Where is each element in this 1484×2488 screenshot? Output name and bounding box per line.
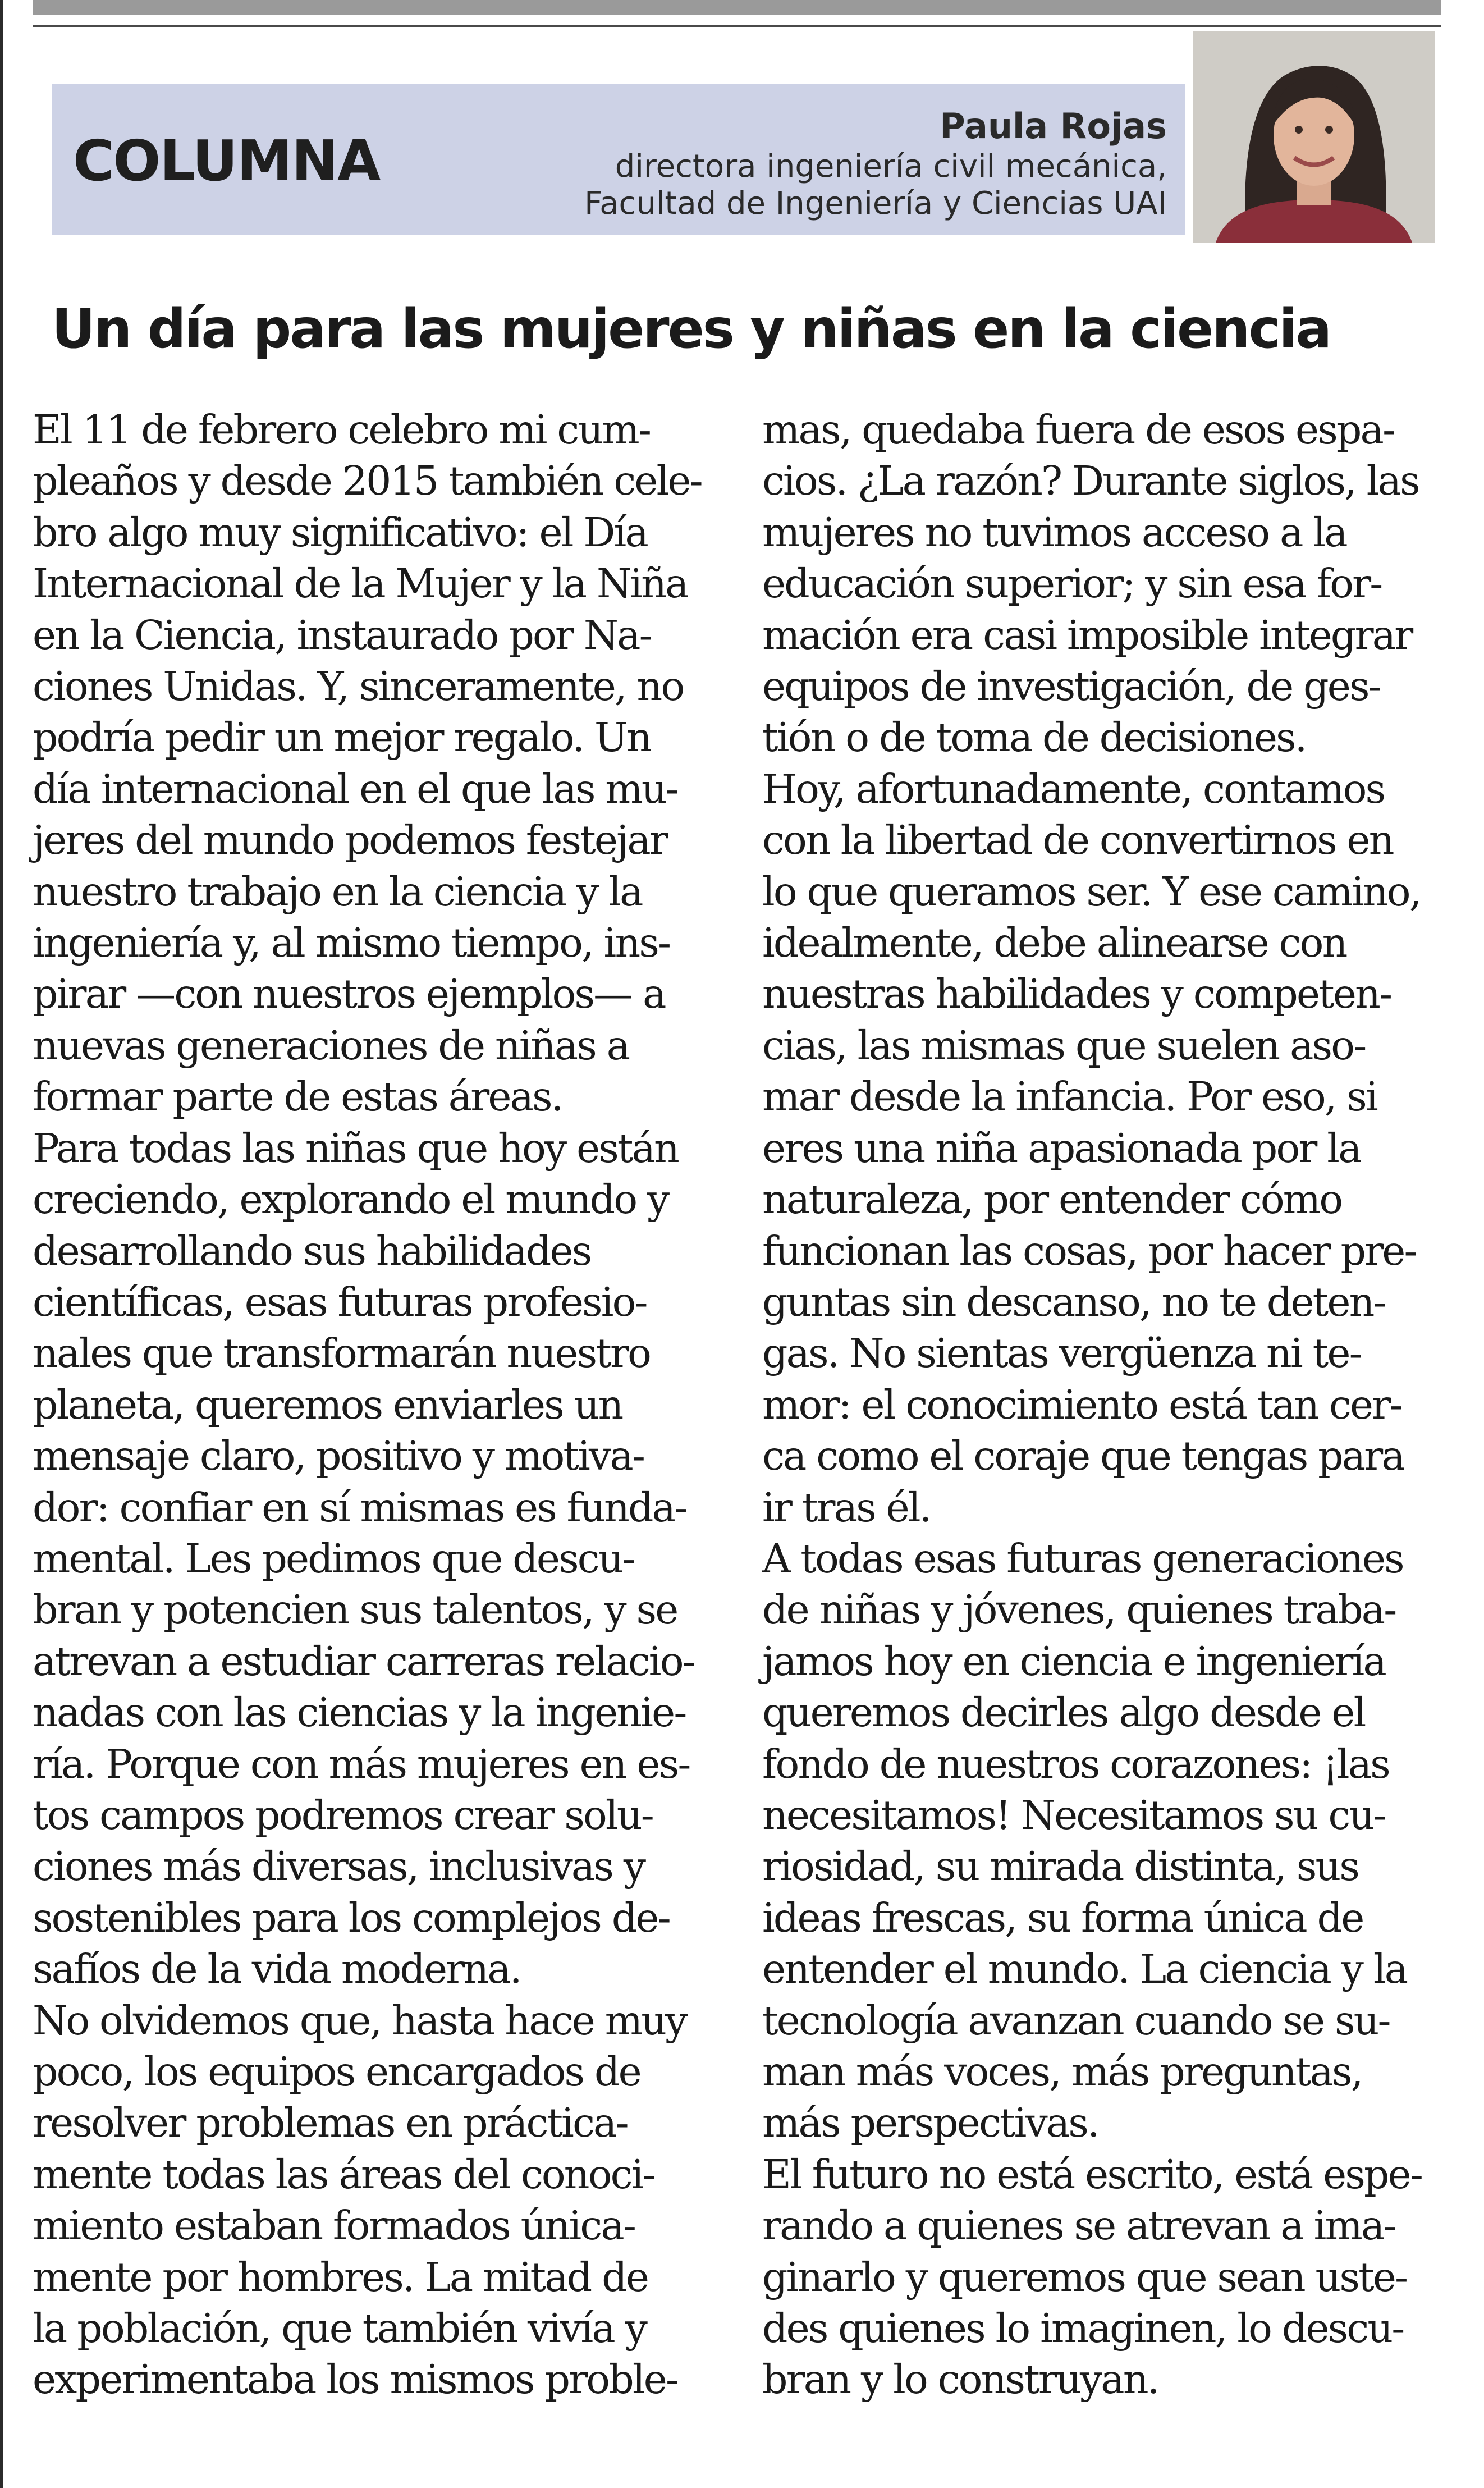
section-label: COLUMNA [73, 128, 380, 194]
text-line: día internacional en el que las mu- [33, 765, 678, 812]
text-line: riosidad, su mirada distinta, sus [762, 1843, 1359, 1890]
text-line: más perspectivas. [762, 2100, 1098, 2147]
text-line: queremos decirles algo desde el [762, 1689, 1365, 1736]
text-line: ingeniería y, al mismo tiempo, ins- [33, 920, 670, 967]
author-photo [1193, 31, 1435, 243]
text-line: nales que transformarán nuestro [33, 1330, 651, 1377]
article-headline: Un día para las mujeres y niñas en la ciencia [52, 298, 1331, 360]
text-line: ciones Unidas. Y, sinceramente, no [33, 663, 684, 710]
article-column-left [33, 404, 726, 2405]
text-line: nadas con las ciencias y la ingenie- [33, 1689, 686, 1736]
page-edge-rule [0, 0, 3, 2488]
text-line: naturaleza, por entender cómo [762, 1176, 1342, 1223]
text-line: educación superior; y sin esa for- [762, 560, 1382, 607]
author-portrait-icon [1193, 31, 1435, 243]
text-line: mación era casi imposible integrar [762, 611, 1412, 658]
text-line: ir tras él. [762, 1484, 931, 1531]
text-line: jeres del mundo podemos festejar [33, 817, 667, 864]
text-line: experimentaba los mismos proble- [33, 2356, 678, 2403]
text-line: ciones más diversas, inclusivas y [33, 1843, 645, 1890]
text-line: No olvidemos que, hasta hace muy [33, 1997, 686, 2044]
text-line: equipos de investigación, de ges- [762, 663, 1380, 710]
author-title: directora ingeniería civil mecánica, [615, 148, 1167, 185]
text-line: tos campos podremos crear solu- [33, 1791, 653, 1838]
text-line: tión o de toma de decisiones. [762, 714, 1306, 761]
text-line: planeta, queremos enviarles un [33, 1381, 622, 1428]
author-affiliation: Facultad de Ingeniería y Ciencias UAI [584, 185, 1167, 222]
text-line: necesitamos! Necesitamos su cu- [762, 1791, 1385, 1838]
text-line: gas. No sientas vergüenza ni te- [762, 1330, 1361, 1377]
text-line: Internacional de la Mujer y la Niña [33, 560, 688, 607]
text-line: rando a quienes se atrevan a ima- [762, 2202, 1395, 2249]
text-line: de niñas y jóvenes, quienes traba- [762, 1586, 1396, 1634]
top-divider-line [33, 25, 1441, 27]
text-line: funcionan las cosas, por hacer pre- [762, 1227, 1416, 1274]
text-line: Hoy, afortunadamente, contamos [762, 765, 1385, 812]
text-line: científicas, esas futuras profesio- [33, 1278, 647, 1325]
text-line: ginarlo y queremos que sean uste- [762, 2253, 1407, 2301]
text-line: mar desde la infancia. Por eso, si [762, 1073, 1377, 1120]
text-line: bran y lo construyan. [762, 2356, 1158, 2403]
text-line: lo que queramos ser. Y ese camino, [762, 868, 1421, 915]
article-paragraph [762, 2149, 1455, 2405]
text-line: pirar —con nuestros ejemplos— a [33, 971, 665, 1018]
text-line: formar parte de estas áreas. [33, 1073, 562, 1120]
text-line: cias, las mismas que suelen aso- [762, 1022, 1366, 1069]
text-line: en la Ciencia, instaurado por Na- [33, 611, 651, 658]
text-line: dor: confiar en sí mismas es funda- [33, 1484, 686, 1531]
text-line: bran y potencien sus talentos, y se [33, 1586, 677, 1634]
text-line: ca como el coraje que tengas para [762, 1433, 1404, 1480]
author-name: Paula Rojas [940, 106, 1167, 147]
text-line: safíos de la vida moderna. [33, 1946, 521, 1993]
article-paragraph [33, 404, 726, 1123]
text-line: mujeres no tuvimos acceso a la [762, 509, 1346, 556]
text-line: tecnología avanzan cuando se su- [762, 1997, 1390, 2044]
article-paragraph [762, 404, 1455, 763]
text-line: mental. Les pedimos que descu- [33, 1535, 634, 1582]
text-line: mas, quedaba fuera de esos espa- [762, 406, 1395, 453]
text-line: atrevan a estudiar carreras relacio- [33, 1638, 694, 1685]
text-line: fondo de nuestros corazones: ¡las [762, 1740, 1389, 1787]
text-line: idealmente, debe alinearse con [762, 920, 1346, 967]
text-line: miento estaban formados única- [33, 2202, 635, 2249]
text-line: resolver problemas en práctica- [33, 2100, 628, 2147]
text-line: pleaños y desde 2015 también cele- [33, 458, 702, 505]
article-paragraph [762, 1533, 1455, 2149]
article-paragraph [33, 1995, 726, 2405]
article-paragraph [762, 763, 1455, 1533]
text-line: mor: el conocimiento está tan cer- [762, 1381, 1401, 1428]
text-line: nuevas generaciones de niñas a [33, 1022, 629, 1069]
text-line: nuestras habilidades y competen- [762, 971, 1391, 1018]
text-line: guntas sin descanso, no te deten- [762, 1278, 1385, 1325]
article-paragraph [33, 1123, 726, 1995]
text-line: A todas esas futuras generaciones [762, 1535, 1403, 1582]
text-line: sostenibles para los complejos de- [33, 1894, 670, 1941]
text-line: podría pedir un mejor regalo. Un [33, 714, 651, 761]
text-line: mente por hombres. La mitad de [33, 2253, 648, 2301]
text-line: eres una niña apasionada por la [762, 1124, 1361, 1172]
text-line: bro algo muy significativo: el Día [33, 509, 647, 556]
text-line: nuestro trabajo en la ciencia y la [33, 868, 642, 915]
text-line: entender el mundo. La ciencia y la [762, 1946, 1407, 1993]
text-line: man más voces, más preguntas, [762, 2048, 1362, 2095]
text-line: ría. Porque con más mujeres en es- [33, 1740, 690, 1787]
text-line: desarrollando sus habilidades [33, 1227, 591, 1274]
text-line: poco, los equipos encargados de [33, 2048, 640, 2095]
text-line: Para todas las niñas que hoy están [33, 1124, 679, 1172]
article-column-right [762, 404, 1455, 2405]
text-line: jamos hoy en ciencia e ingeniería [762, 1638, 1385, 1685]
text-line: ideas frescas, su forma única de [762, 1894, 1363, 1941]
top-gray-bar [33, 0, 1441, 15]
text-line: con la libertad de convertirnos en [762, 817, 1393, 864]
text-line: la población, que también vivía y [33, 2305, 647, 2352]
text-line: creciendo, explorando el mundo y [33, 1176, 668, 1223]
text-line: mensaje claro, positivo y motiva- [33, 1433, 644, 1480]
text-line: El 11 de febrero celebro mi cum- [33, 406, 651, 453]
text-line: mente todas las áreas del conoci- [33, 2151, 654, 2198]
text-line: El futuro no está escrito, está espe- [762, 2151, 1422, 2198]
text-line: cios. ¿La razón? Durante siglos, las [762, 458, 1419, 505]
author-byline [584, 104, 1167, 222]
text-line: des quienes lo imaginen, lo descu- [762, 2305, 1404, 2352]
